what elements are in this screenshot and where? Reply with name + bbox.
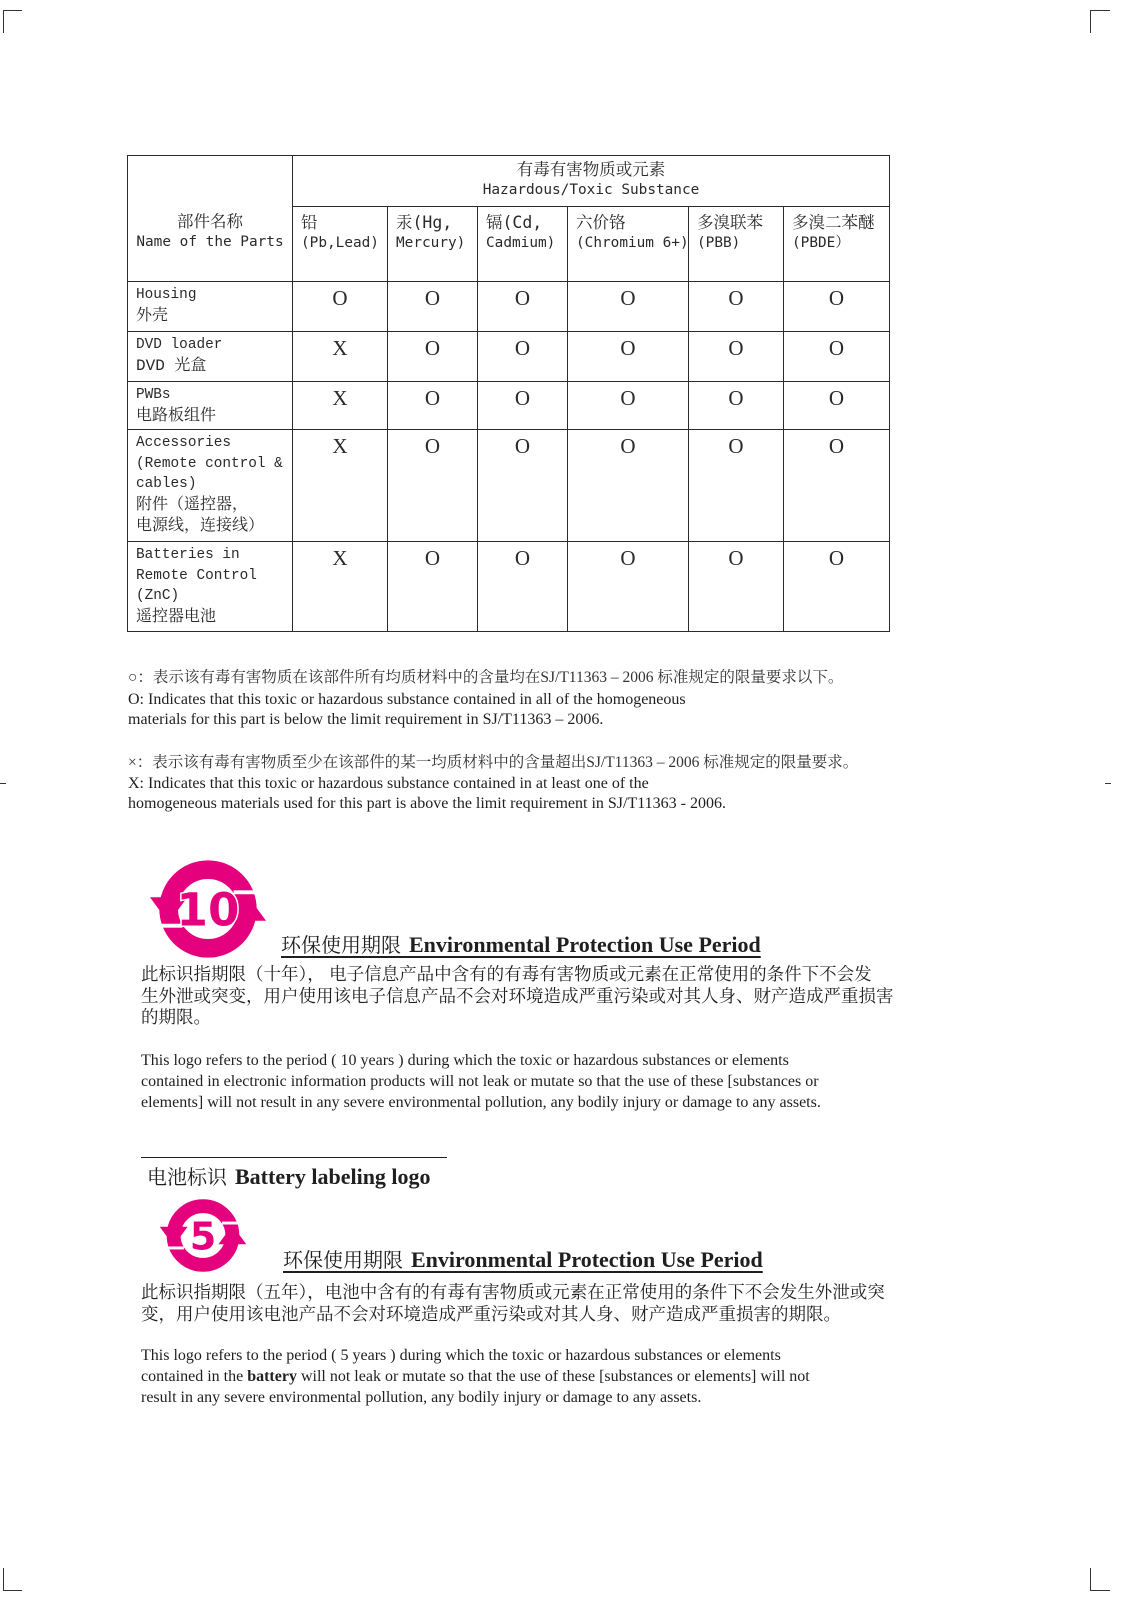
paragraph-line: This logo refers to the period ( 5 years ) during which the toxic or hazardous substances or elements [141, 1347, 781, 1364]
paragraph-line: This logo refers to the period ( 10 years ) during which the toxic or hazardous substances or elements [141, 1052, 789, 1069]
cadmium-mark: O [478, 332, 568, 382]
mercury-mark: O [388, 382, 478, 430]
cadmium-mark: O [478, 430, 568, 542]
cadmium-mark: O [478, 282, 568, 332]
registration-tick-right [1105, 783, 1111, 784]
lead-mark: X [293, 382, 388, 430]
registration-tick-left [0, 783, 6, 784]
substance-group-header-zh: 有毒有害物质或元素 [516, 160, 666, 179]
epup-title-en: Environmental Protection Use Period [411, 1247, 763, 1272]
column-header-mercury [388, 207, 478, 282]
column-header-zh: 铅 [301, 213, 318, 232]
table-row [128, 332, 890, 382]
part-name-cell [128, 332, 293, 382]
part-name-line: (Remote control & [136, 455, 283, 472]
paragraph-line: result in any severe environmental pollution, any bodily injury or damage to any assets. [141, 1389, 702, 1406]
column-header-en: (PBB) [697, 235, 741, 251]
part-name-line: PWBs [136, 387, 171, 403]
part-name-cell [128, 542, 293, 632]
part-name-line: 电路板组件 [136, 406, 217, 425]
crop-mark-bottom-left [3, 1590, 22, 1591]
part-name-line: DVD loader [136, 337, 223, 353]
parts-header-en: Name of the Parts [136, 234, 284, 250]
paragraph-line: contained in electronic information products will not leak or mutate so that the use of these [substances or [141, 1073, 819, 1090]
epup-5-year-logo [159, 1197, 247, 1274]
crop-mark-bottom-right [1090, 1590, 1110, 1591]
pbb-mark: O [689, 382, 784, 430]
cadmium-mark: O [478, 542, 568, 632]
logo-number: 5 [189, 1214, 217, 1259]
pbde-mark: O [784, 282, 890, 332]
paragraph-text: will not leak or mutate so that the use of these [substances or elements] will not [296, 1368, 810, 1385]
column-header-chromium6 [568, 207, 689, 282]
column-header-en: (PBDE） [792, 235, 850, 251]
part-name-line: 附件（遥控器， [136, 496, 249, 515]
parts-header-zh: 部件名称 [177, 212, 243, 231]
epup-title-en: Environmental Protection Use Period [409, 932, 761, 957]
pbde-mark: O [784, 542, 890, 632]
epup-title-zh: 环保使用期限 [281, 933, 401, 957]
note-o-en-line: materials for this part is below the limit requirement in SJ/T11363 – 2006. [128, 711, 604, 728]
part-name-line: DVD 光盒 [136, 356, 207, 375]
table-row [128, 382, 890, 430]
crop-mark-bottom-right [1090, 1568, 1091, 1590]
paragraph-line: elements] will not result in any severe environmental pollution, any bodily injury or damage to any assets. [141, 1094, 821, 1111]
pbb-mark: O [689, 332, 784, 382]
battery-description-zh [141, 1282, 885, 1325]
paragraph-line [141, 1366, 810, 1387]
paragraph-line: 生外泄或突变，用户使用该电子信息产品不会对环境造成严重污染或对其人身、财产造成严重损害 [141, 985, 894, 1006]
column-header-zh: 多溴二苯醚 [792, 213, 875, 232]
table-row [128, 430, 890, 542]
part-name-line: 遥控器电池 [136, 608, 217, 627]
epup-title [281, 932, 761, 958]
note-x-en-line: X: Indicates that this toxic or hazardous substance contained in at least one of the [128, 775, 649, 792]
column-header-zh: 六价铬 [576, 213, 626, 232]
note-o-zh: ○：表示该有毒有害物质在该部件所有均质材料中的含量均在SJ/T11363 – 2006 标准规定的限量要求以下。 [128, 669, 844, 686]
logo-gap [163, 1247, 184, 1250]
mercury-mark: O [388, 542, 478, 632]
battery-heading-en: Battery labeling logo [235, 1164, 431, 1189]
part-name-line: Housing [136, 287, 197, 303]
parts-header [128, 156, 293, 282]
cadmium-mark: O [478, 382, 568, 430]
column-header-en: Cadmium) [486, 235, 556, 251]
note-x-en-line: homogeneous materials used for this part is above the limit requirement in SJ/T11363 - 2006. [128, 795, 726, 812]
paragraph-line: 变，用户使用该电池产品不会对环境造成严重污染或对其人身、财产造成严重损害的期限。 [141, 1303, 841, 1324]
lead-mark: X [293, 430, 388, 542]
column-header-zh: 多溴联苯 [697, 213, 763, 232]
battery-heading-zh: 电池标识 [147, 1165, 227, 1189]
hazardous-substance-table [127, 155, 890, 632]
pbb-mark: O [689, 282, 784, 332]
crop-mark-top-right [1090, 10, 1110, 11]
battery-epup-title [283, 1247, 763, 1273]
arrow-down-icon [160, 1227, 188, 1246]
column-header-en: (Pb,Lead) [301, 235, 379, 251]
part-name-cell [128, 282, 293, 332]
epup-10-description-en [141, 1050, 821, 1113]
part-name-line: Remote Control [136, 567, 257, 584]
chromium6-mark: O [568, 430, 689, 542]
logo-number: 10 [176, 883, 240, 937]
epup-title-zh: 环保使用期限 [283, 1248, 403, 1272]
column-header-en: Mercury) [396, 235, 466, 251]
paragraph-line: 此标识指期限（十年）， 电子信息产品中含有的有毒有害物质或元素在正常使用的条件下不会发 [141, 964, 872, 984]
paragraph-line: 此标识指期限（五年），电池中含有的有毒有害物质或元素在正常使用的条件下不会发生外泄或突 [141, 1282, 885, 1302]
pbde-mark: O [784, 430, 890, 542]
note-o-en-line: O: Indicates that this toxic or hazardous substance contained in all of the homogeneous [128, 691, 686, 708]
column-header-lead [293, 207, 388, 282]
logo-gap [222, 1222, 243, 1225]
mercury-mark: O [388, 332, 478, 382]
chromium6-mark: O [568, 282, 689, 332]
chromium6-mark: O [568, 382, 689, 430]
epup-10-description-zh [141, 964, 894, 1029]
paragraph-line: 的期限。 [141, 1007, 211, 1027]
part-name-cell [128, 382, 293, 430]
part-name-cell [128, 430, 293, 542]
mercury-mark: O [388, 430, 478, 542]
table-header-row [128, 156, 890, 207]
substance-group-header-en: Hazardous/Toxic Substance [482, 182, 700, 198]
battery-heading [147, 1164, 431, 1190]
substance-group-header [293, 156, 890, 207]
lead-mark: X [293, 332, 388, 382]
chromium6-mark: O [568, 542, 689, 632]
table-row [128, 542, 890, 632]
crop-mark-top-right [1090, 10, 1091, 33]
column-header-zh: 镉(Cd, [486, 213, 543, 232]
part-name-line: Batteries in [136, 547, 240, 563]
crop-mark-top-left [3, 10, 4, 33]
part-name-line: (ZnC) [136, 588, 180, 605]
crop-mark-top-left [3, 10, 22, 11]
chromium6-mark: O [568, 332, 689, 382]
lead-mark: O [293, 282, 388, 332]
column-header-cadmium [478, 207, 568, 282]
pbde-mark: O [784, 382, 890, 430]
table-row [128, 282, 890, 332]
emphasis-battery: battery [247, 1368, 297, 1385]
part-name-line: Accessories [136, 435, 231, 451]
arrow-up-icon [218, 1225, 246, 1244]
note-x-zh: ×：表示该有毒有害物质至少在该部件的某一均质材料中的含量超出SJ/T11363 – 2006 标准规定的限量要求。 [128, 754, 859, 771]
column-header-zh: 汞(Hg, [396, 213, 453, 232]
part-name-line: 外壳 [136, 306, 169, 325]
pbb-mark: O [689, 430, 784, 542]
section-divider [141, 1157, 447, 1158]
column-header-en: (Chromium 6+) [576, 235, 689, 251]
paragraph-text: contained in the [141, 1368, 248, 1385]
epup-10-year-logo [149, 857, 267, 961]
mercury-mark: O [388, 282, 478, 332]
lead-mark: X [293, 542, 388, 632]
pbb-mark: O [689, 542, 784, 632]
pbde-mark: O [784, 332, 890, 382]
part-name-line: cables) [136, 476, 197, 493]
part-name-line: 电源线，连接线） [136, 516, 265, 535]
column-header-pbde [784, 207, 890, 282]
battery-description-en [141, 1345, 810, 1408]
column-header-pbb [689, 207, 784, 282]
crop-mark-bottom-left [3, 1568, 4, 1590]
